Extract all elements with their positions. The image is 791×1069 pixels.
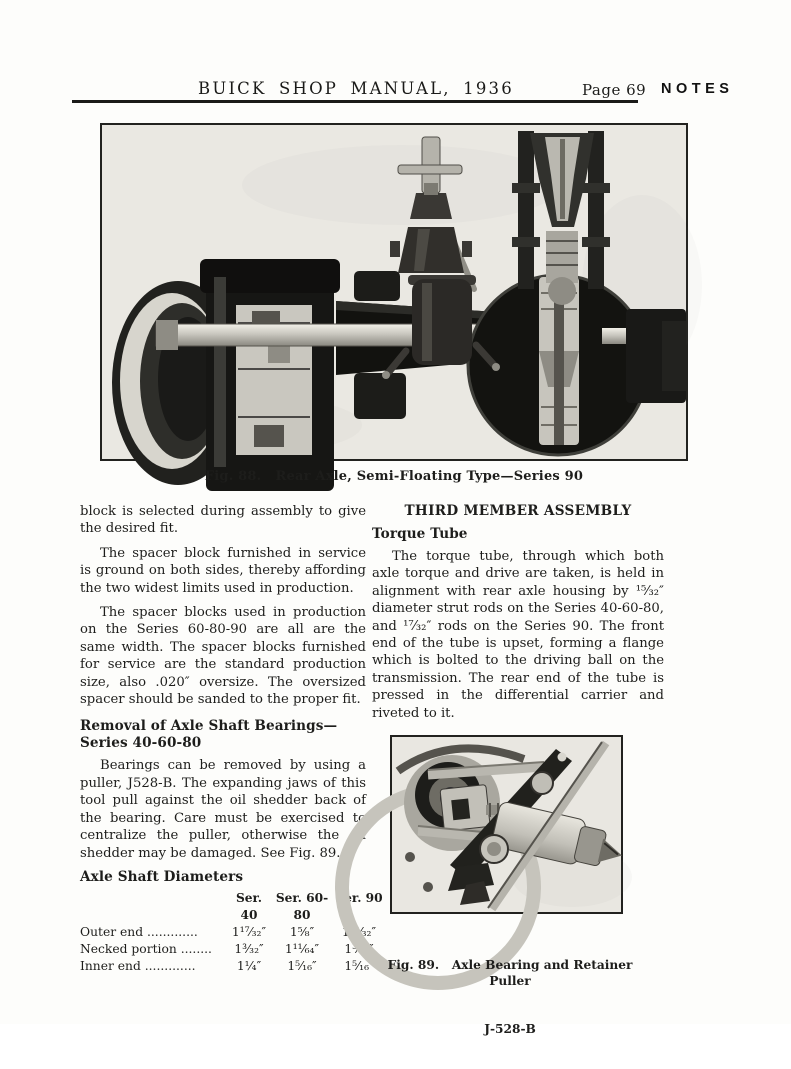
axle-shaft-diameters-heading: Axle Shaft Diameters <box>80 868 244 885</box>
table-header-row <box>80 890 383 924</box>
removal-heading-line1: Removal of Axle Shaft Bearings— <box>80 718 338 735</box>
table-row <box>80 924 377 941</box>
column-header: Ser. 60-80 <box>275 891 329 923</box>
table-row <box>80 941 374 958</box>
cell-value: 1³⁄₁₆″ <box>344 942 374 957</box>
paragraph: The torque tube, through which both axle torque and drive are taken, is held in alignment with rear axle housing by ¹⁵⁄₃₂″ diameter strut rods on the Series 40-60-80, and ¹⁷⁄₃₂″ rods on the Series 90. The front end of the tube is upset, forming a flange which is bolted to the driving ball on the transmission. The rear end of the tube is pressed in the differential carrier and riveted to it. <box>372 548 664 721</box>
page-number: Page 69 <box>582 81 647 99</box>
cell-value: 1¼″ <box>236 959 262 974</box>
axle-bearing-puller-illustration <box>392 737 621 912</box>
row-label: Inner end ............. <box>80 959 196 974</box>
paragraph: Bearings can be removed by using a puller, J528-B. The expanding jaws of this tool pull against the oil shedder back of the bearing. Care must be exercised to centralize the puller, otherwise the oil shedder may be damaged. See Fig. 89. <box>80 758 366 861</box>
cell-value: 1⅝″ <box>289 925 315 940</box>
figure-89-photo <box>390 735 623 914</box>
figure-88-caption: Fig. 88. Rear Axle, Semi-Floating Type—Series 90 <box>204 469 584 484</box>
header-rule <box>72 100 638 103</box>
paragraph: The spacer block furnished in service is ground on both sides, thereby affording the two widest limits used in production. <box>80 545 366 596</box>
cell-value: 1¹³⁄₃₂″ <box>341 925 377 940</box>
axle-shaft-diameters-table <box>80 890 383 975</box>
cell-value: 1¹⁷⁄₃₂″ <box>231 925 267 940</box>
third-member-assembly-heading: THIRD MEMBER ASSEMBLY <box>404 503 632 519</box>
column-header: Ser. 40 <box>235 891 263 923</box>
column-header: Ser. 90 <box>335 891 383 906</box>
cell-value: 1¹¹⁄₆₄″ <box>284 942 320 957</box>
row-label: Necked portion ........ <box>80 942 212 957</box>
figure-89-caption-line2: J-528-B <box>484 1021 536 1036</box>
rear-axle-cutaway-illustration <box>102 125 686 459</box>
table-row <box>80 958 374 975</box>
paragraph: The spacer blocks used in production on the Series 60-80-90 are all are the same width. The spacer blocks furnished for service are the standard production size, also .020″ oversize. The oversized spacer should be sanded to the proper fit. <box>80 605 366 708</box>
page-title: BUICK SHOP MANUAL, 1936 <box>198 79 514 98</box>
left-column <box>80 503 383 975</box>
figure-88-photo <box>100 123 688 461</box>
figure-89-caption <box>374 925 646 1069</box>
cell-value: 1⁵⁄₁₆″ <box>287 959 317 974</box>
row-label: Outer end ............. <box>80 925 198 940</box>
notes-tab-label: NOTES <box>661 81 734 97</box>
torque-tube-heading: Torque Tube <box>372 526 468 543</box>
cell-value: 1⁵⁄₁₆″ <box>344 959 374 974</box>
figure-89-caption-line1: Fig. 89. Axle Bearing and Retainer Puller <box>387 957 637 988</box>
cell-value: 1³⁄₃₂″ <box>234 942 264 957</box>
right-column <box>372 503 664 1069</box>
removal-heading <box>80 718 366 751</box>
removal-heading-line2: Series 40-60-80 <box>80 734 202 751</box>
paragraph: block is selected during assembly to give the desired fit. <box>80 504 366 537</box>
